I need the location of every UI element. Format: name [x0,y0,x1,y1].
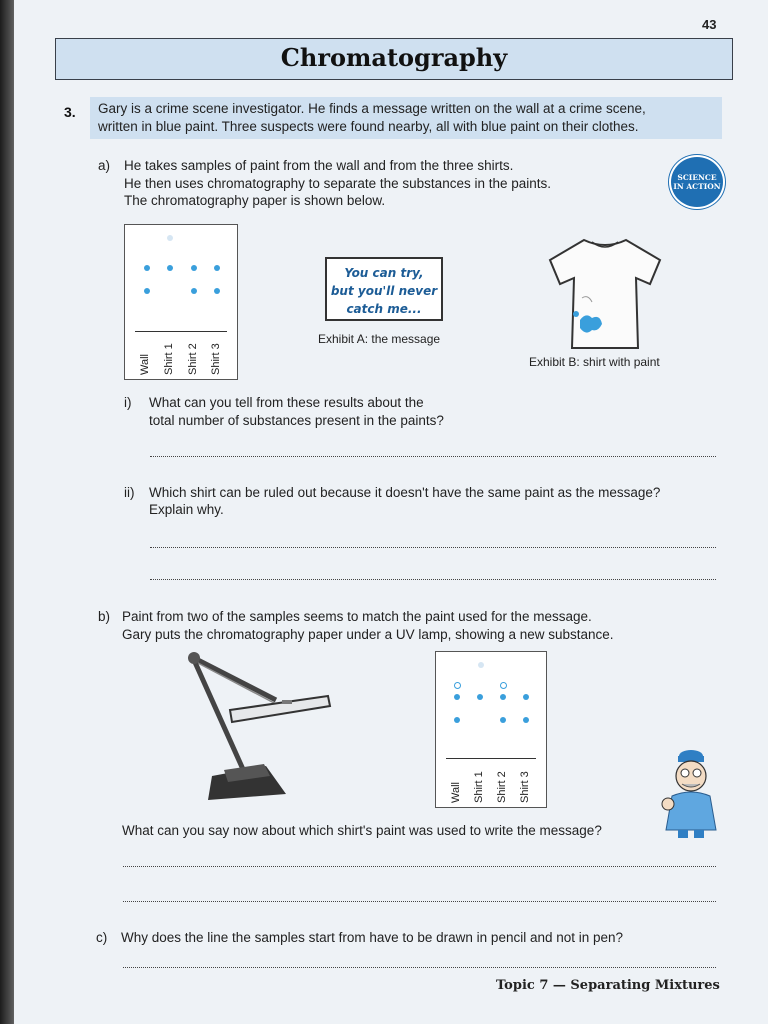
answer-line[interactable] [150,456,716,457]
lane-label: Shirt 2 [187,343,199,375]
spot-shirt3-lower [214,288,220,294]
science-in-action-badge [669,155,725,209]
title-banner [55,38,733,80]
answer-line[interactable] [150,579,716,580]
footer-topic: Topic 7 — Separating Mixtures [496,978,720,993]
part-b-line-2: Gary puts the chromatography paper under a UV lamp, showing a new substance. [122,627,614,642]
lane-label: Shirt 2 [496,771,508,803]
spot-shirt1-upper [477,694,483,700]
pencil-baseline [135,331,227,332]
sub-i-line-2: total number of substances present in the paints? [149,413,444,428]
spot-shirt3-upper [214,265,220,271]
chromatogram-a [124,224,238,380]
uv-spot-wall [454,682,461,689]
answer-line[interactable] [150,547,716,548]
detective-cartoon [658,748,724,840]
uv-lamp-illustration [184,648,334,804]
part-c-question: Why does the line the samples start from have to be drawn in pencil and not in pen? [121,930,624,945]
part-a-line-1: He takes samples of paint from the wall and from the three shirts. [124,158,514,173]
tshirt-illustration [544,236,666,354]
spot-shirt2-upper [191,265,197,271]
spot-shirt3-lower [523,717,529,723]
lane-label: Shirt 1 [473,771,485,803]
sub-ii-label: ii) [124,485,135,500]
sub-ii-line-2: Explain why. [149,502,224,517]
part-a-line-3: The chromatography paper is shown below. [124,193,386,208]
sub-i-line-1: What can you tell from these results about the [149,395,424,410]
speech-line-3: catch me... [346,302,422,316]
speech-line-1: You can try, [344,266,424,280]
answer-line[interactable] [123,901,716,902]
pencil-baseline [446,758,536,759]
part-b-line-1: Paint from two of the samples seems to match the paint used for the message. [122,609,592,624]
chromatogram-b [435,651,547,808]
exhibit-b-caption: Exhibit B: shirt with paint [529,355,660,369]
spot-shirt2-lower [191,288,197,294]
spot-wall-lower [454,717,460,723]
intro-line-1: Gary is a crime scene investigator. He finds a message written on the wall at a crime scene, [98,101,646,116]
speech-line-2: but you'll never [330,284,438,298]
question-number: 3. [64,104,76,120]
spot-shirt2-upper [500,694,506,700]
page-number: 43 [702,17,717,32]
page-title: Chromatography [280,43,508,72]
lane-label: Shirt 3 [210,343,222,375]
spot-shirt2-lower [500,717,506,723]
spot-wall-lower [144,288,150,294]
lane-label: Shirt 1 [163,343,175,375]
spot-wall-upper [144,265,150,271]
part-b-label: b) [98,609,111,624]
badge-line-1: SCIENCE [677,173,717,182]
uv-spot-shirt2 [500,682,507,689]
question-intro-box [90,97,722,139]
spot-faint [167,235,173,241]
sub-i-label: i) [124,395,132,410]
lane-label: Shirt 3 [519,771,531,803]
spot-wall-upper [454,694,460,700]
lane-label: Wall [450,782,462,803]
intro-line-2: written in blue paint. Three suspects were found nearby, all with blue paint on their clothes. [98,119,639,134]
spot-shirt3-upper [523,694,529,700]
answer-line[interactable] [123,967,716,968]
message-speech-box [325,257,443,321]
part-b-question: What can you say now about which shirt's paint was used to write the message? [122,823,602,838]
worksheet-page [14,0,768,1024]
answer-line[interactable] [123,866,716,867]
spot-shirt1-upper [167,265,173,271]
lane-label: Wall [139,354,151,375]
sub-ii-line-1: Which shirt can be ruled out because it doesn't have the same paint as the message? [149,485,661,500]
exhibit-a-caption: Exhibit A: the message [318,332,441,346]
badge-line-2: IN ACTION [673,182,721,191]
part-a-label: a) [98,158,111,173]
part-c-label: c) [96,930,108,945]
spot-faint [478,662,484,668]
part-a-line-2: He then uses chromatography to separate the substances in the paints. [124,176,552,191]
